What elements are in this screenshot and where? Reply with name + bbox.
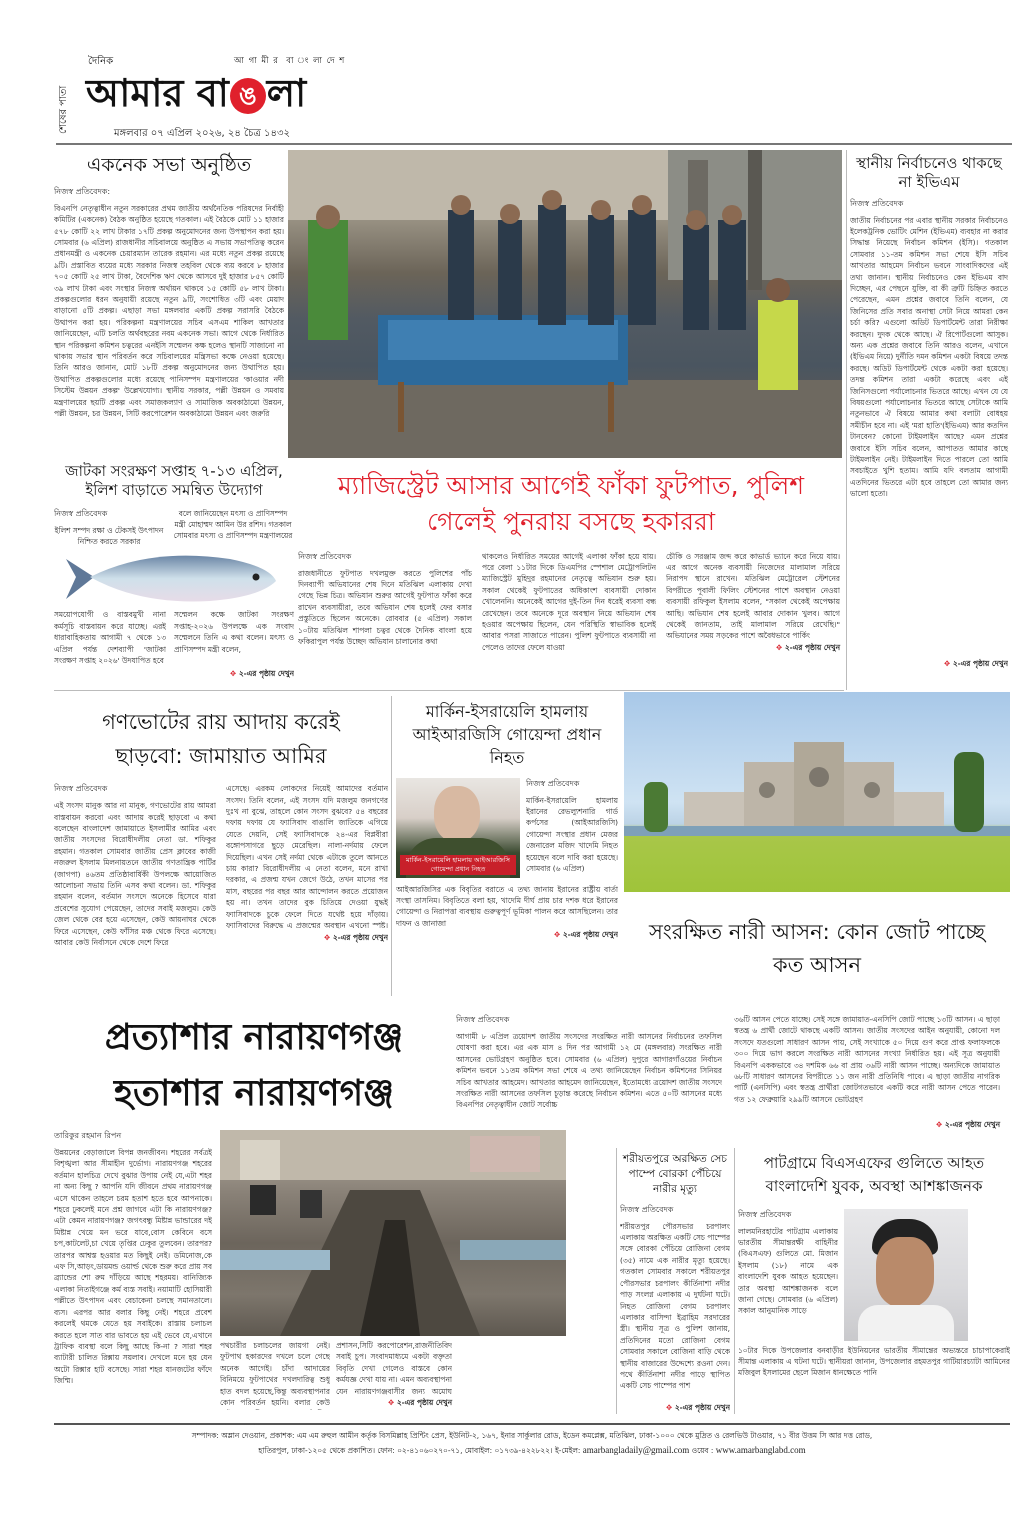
masthead-title-circle [230,78,266,114]
article-bsf [738,1148,1010,1416]
headline-narayanganj-line1[interactable]: প্রত্যাশার নারায়ণগঞ্জ [104,1017,404,1058]
body-women-seats-col2: ৩৬টি আসন পেতে যাচ্ছে। সেই সঙ্গে জামায়াত-এনসিপি জোট পাচ্ছে ১৩টি আসন। এ ছাড়া স্বতন্ত্র ৬ প্রার্থী জোটে থাকছে একটি আসন। জাতীয় সংসদের আইন অনুযায়ী, কোনো দল সংসদে যতগুলো সাধারণ আসন পায়, সেই সংখ্যাকে ৫০ দিয়ে গুণ করে প্রাপ্ত ফলাফলকে ৩০০ দিয়ে ভাগ করলে সংরক্ষিত নারী আসনের সংখ্যা নির্ধারিত হয়। এই সূত্র অনুযায়ী বিএনপি এককভাবে ৩৪ দশমিক ৬৬ বা প্রায় ৩৬টি নারী আসন পাচ্ছে। অন্যদিকে জামায়াত ৬৮টি সাধারণ আসনের বিপরীতে ১১ জন নারী প্রতিনিধি পাবে। এ ছাড়া জাতীয় নাগরিক পার্টি (এনসিপি) এবং স্বতন্ত্র প্রার্থীরা জোটগতভাবে একটি করে নারী আসন পেতে পারেন। গত ১২ ফেব্রুয়ারি ২৯৯টি আসনে ভোটগ্রহণ [734,1015,1000,1104]
body-narayanganj-col2: পথচারীর চলাচলের জায়গা নেই। ফুটপাথ হকারদের দখলে চলে গেছে অনেক আগেই। চাঁদা আদায়ের বিনিময়ে ফুটপাথের দখলদারিত্ব শুধু হাত বদল হয়েছে,কিন্তু অব্যবস্থাপনার কোন পরিবর্তন হয়নি। বলার কেউ [220,1341,330,1408]
continued-marker-icon: ✥ [230,669,239,679]
column-divider [616,1148,617,1414]
article-footpath [298,462,844,687]
portrait-shirt [858,1305,954,1341]
body-irgc-side: মার্কিন-ইসরায়েলি হামলায় ইরানের রেভল্যুশনারি গার্ড কর্পসের (আইআরজিসি) গোয়েন্দা সংস্থার প্রধান মেজর জেনারেল মজিদ খাদেমি নিহত হয়েছেন বলে দাবি করা হয়েছে। সোমবার (৬ এপ্রিল) [526,795,618,873]
footer-website[interactable]: www.amarbanglabd.com [715,1445,806,1455]
continued-marker-icon: ✥ [324,933,333,943]
article-jatka [54,462,294,687]
masthead-tagline: আ গা মী র বা ং লা দে শ [234,56,346,66]
masthead-title-part1: আমার বা [86,71,229,115]
continued-narayanganj-label: ২-এর পৃষ্ঠায় দেখুন [396,1398,452,1407]
body-jatka-right: বলে জানিয়েছেন মৎস্য ও প্রাণিসম্পদ মন্ত্রী মোহাম্মদ আমিন উর রশিদ। গতকাল সোমবার মৎস্য ও প্রাণিসম্পদ মন্ত্রণালয়ের [173,508,293,541]
byline-narayanganj: তারিকুর রহমান রিপন [54,1131,122,1140]
masthead-date: মঙ্গলবার ০৭ এপ্রিল ২০২৬, ২৪ চৈত্র ১৪৩২ [114,128,291,139]
body-women-seats-col1: আগামী ৮ এপ্রিল ত্রয়োদশ জাতীয় সংসদের সংরক্ষিত নারী আসনের নির্বাচনের তফসিল ঘোষণা করা হবে। এর এক মাস ৪ দিন পর আগামী ১২ মে (মঙ্গলবার) সংরক্ষিত নারী আসনের ভোটগ্রহণ অনুষ্ঠিত হবে। সোমবার (৬ এপ্রিল) দুপুরে আগারগাঁওয়ের নির্বাচন কমিশন ভবনে ১১তম কমিশন সভা শেষে এ তথ্য জানিয়েছেন নির্বাচন কমিশনের সিনিয়র সচিব আখতার আহমেদ। আখতার আহমেদ জানিয়েছেন, ইতোমধ্যে ত্রয়োদশ জাতীয় সংসদে সংরক্ষিত নারী আসনের তফসিল চূড়ান্ত করেছে নির্বাচন কমিশন। এতে ৫০টি আসনের মধ্যে বিএনপির নেতৃত্বাধীন জোট সর্বোচ্চ [456,1032,722,1110]
article-ecnec [54,150,284,450]
body-narayanganj-col3: প্রশাসন,সিটি করপোরেশন,রাজনীতিবিদ সবাই চুপ। সংবাদমাধ্যমে একটা বক্তৃতা বিবৃতি দেখা গেলেও বাস্তবে কোন কর্মযজ্ঞ দেখা যায় না। এমন অব্যবস্থাপনা যেন নারায়ণগঞ্জবাসীর জন্য অমোঘ [336,1341,452,1396]
masthead [52,48,372,146]
continued-marker-icon: ✥ [554,929,563,939]
byline-irgc: নিজস্ব প্রতিবেদক [526,778,580,788]
article-narayanganj-headline [54,1010,454,1128]
article-narayanganj [54,1130,624,1416]
continued-narayanganj[interactable] [336,1398,452,1410]
photo-irgc-chief [396,778,520,878]
article-evm [850,150,1008,688]
portrait-face [876,1237,934,1307]
body-irgc-bottom: আইআরজিসির এক বিবৃতির বরাতে এ তথ্য জানায় ইরানের রাষ্ট্রীয় বার্তা সংস্থা তাসনিম। বিবৃতিতে বলা হয়, খাদেমি দীর্ঘ প্রায় চার দশক ধরে ইরানের গোয়েন্দা ও নিরাপত্তা ব্যবস্থায় গুরুত্বপূর্ণ ভূমিকা পালন করে আসছিলেন। তার দাফন ও জানাজা [396,884,618,928]
body-jatka-bottom-right: সম্মেলন কক্ষে জাটকা সংরক্ষণ সপ্তাহ-২০২৬ উপলক্ষে এক সংবাদ সম্মেলনে তিনি এ কথা বলেন। মৎস্য ও প্রাণিসম্পদ মন্ত্রী বলেন, [174,610,294,654]
continued-shariatpur[interactable] [620,1403,730,1415]
section-divider [54,690,844,691]
body-footpath-col3: চৌকি ও সরঞ্জাম জব্দ করে কাভার্ড ভ্যানে করে নিয়ে যায়। এর আগে অনেক ব্যবসায়ী নিজেদের মালামাল সরিয়ে নিরাপদ স্থানে রাখেন। মতিঝিল মেট্রোরেল স্টেশনের বিপরীতে পূবালী ফিলিং স্টেশনের পাশে অবস্থান নেওয়া ব্যবসায়ী রফিকুল ইসলাম বলেন, "সকাল থেকেই অপেক্ষায় আছি। অভিযান শেষ হলেই আবার দোকান খুলব। আগে থেকেই জানতাম, তাই মালামাল সরিয়ে রেখেছি।" অভিযানের সময় সড়কের পাশে অবৈধভাবে পার্কিং [666,551,840,641]
byline-jatka: নিজস্ব প্রতিবেদক [54,508,108,518]
column-divider [391,696,392,996]
hilsa-fish-illustration [60,547,280,609]
footer-line2 [54,1443,1010,1458]
footer-divider [54,1423,1010,1425]
women-seats-body [456,1014,1008,1144]
headline-footpath[interactable]: ম্যাজিস্ট্রেট আসার আগেই ফাঁকা ফুটপাত, পুলিশ গেলেই পুনরায় বসছে হকাররা [337,471,805,537]
continued-evm[interactable] [850,659,1008,671]
continued-marker-icon: ✥ [936,1120,945,1129]
column-divider [734,1148,735,1414]
body-footpath-col1: রাজধানীতে ফুটপাত দখলমুক্ত করতে পুলিশের পাঁচ দিনব্যাপী অভিযানের শেষ দিনে মতিঝিল এলাকায় দেখা গেছে ভিন্ন চিত্র। অভিযান শুরুর আগেই ফুটপাত ফাঁকা করে রাখেন ব্যবসায়ীরা, তবে অভিযান শেষ হলেই ফের বসার প্রস্তুতিতে ছিলেন অনেকে। রোববার (৫ এপ্রিল) সকাল ১০টায় মতিঝিল শাপলা চত্বর থেকে দৈনিক বাংলা হয়ে ফকিরাপুল পর্যন্ত উচ্ছেদ অভিযান চালানোর কথা [298,568,472,646]
body-jatka-left: ইলিশ সম্পদ রক্ষা ও টেকসই উৎপাদন নিশ্চিত করতে সরকার [54,525,164,546]
headline-jamaat[interactable]: গণভোটের রায় আদায় করেই ছাড়বো: জামায়াত আমির [102,710,340,768]
continued-women-seats[interactable] [734,1120,1000,1132]
article-irgc [396,696,618,1000]
body-bsf-bottom: ১০টার দিকে উপজেলার বনবাড়ীর ইউনিয়নের ভারতীয় সীমান্তের অভ্যন্তরে চাচাপাকেরাই সীমান্ত এলাকায় এ ঘটনা ঘটে। স্থানীয়রা জানান, উপজেলার রহমতপুর গাটিয়ারচ্যাটা আমিনের মজিবুল ইসলামের ছেলে মিজান ধানক্ষেতে পানি [738,1345,1010,1378]
parliament-building [624,692,1010,892]
continued-marker-icon: ✥ [776,642,785,652]
body-evm: জাতীয় নির্বাচনের পর এবার স্থানীয় সরকার নির্বাচনেও ইলেকট্রনিক ভোটিং মেশিন (ইভিএম) ব্যবহার না করার সিদ্ধান্ত নিয়েছে নির্বাচন কমিশন (ইসি)। গতকাল সোমবার ১১-তম কমিশন সভা শেষে ইসি সচিব আখতার আহমেদ নির্বাচন ভবনে সাংবাদিকদের এই তথ্য জানান। স্থানীয় নির্বাচনেও কেন ইভিএম বাদ দিচ্ছেন, এর পেছনে যুক্তি, বা কী ত্রুটি চিহ্নিত করতে পেরেছেন, এমন প্রশ্নের জবাবে তিনি বলেন, যে জিনিসের প্রতি সবার অনাস্থা সেটা নিয়ে আমরা কেন চর্চা করি? এগুলো অডিট ডিপার্টমেন্ট তারা নিরীক্ষা করছেন। দুদক থেকে আছে। ঐ রিপোর্টগুলো আসুক। অন্য এক প্রশ্নের জবাবে তিনি আরও বলেন, এখানে (ইভিএম নিয়ে) দুর্নীতি দমন কমিশন একটা বিষয়ে তদন্ত করছে। অডিট ডিপার্টমেন্ট থেকে একটা করা হয়েছে। তদন্ত কমিশন তারা একটা করেছে এবং এই জিনিসগুলো পর্যালোচনার ভিতরে আছে। এখন যে যে বিষয়গুলো পর্যালোচনার ভিতরে আছে সেটাকে আমি নতুনভাবে ঐ বিষয়ে আমার কথা বলাটা বোধহয় সমীচীন হবে না। এই 'মরা হাতি'(ইভিএম) আর কতদিন টানবেন? কোনো টাইমলাইন আছে? এমন প্রশ্নের জবাবে ইসি সচিব বলেন, আপাতত আমার কাছে টাইমলাইন নেই। টাইমলাইন দিতে পারলে তো আমি সবচাইতে খুশি হতাম। আমি যদি বলতাম আগামী এতদিনের ভিতরে এটা হবে তাহলে তো আমার জন্য ভালো হতো। [850,215,1008,499]
photo-parliament [624,692,1010,892]
headline-evm[interactable]: স্থানীয় নির্বাচনেও থাকছে না ইভিএম [856,154,1002,191]
byline-ecnec: নিজস্ব প্রতিবেদক: [54,186,111,196]
photo-bsf-victim [844,1209,968,1341]
article-jamaat [54,700,388,1000]
footer-web-label: ওয়েব : [691,1446,714,1455]
body-ecnec: বিএনপি নেতৃত্বাধীন নতুন সরকারের প্রথম জাতীয় অর্থনৈতিক পরিষদের নির্বাহী কমিটির (একনেক) বৈঠক অনুষ্ঠিত হয়েছে গতকাল। এই বৈঠকে মোট ১১ হাজার ৫৭৮ কোটি ২২ লাখ টাকার ১৭টি প্রকল্প অনুমোদনের জন্য উপস্থাপন করা হয়। সোমবার (৬ এপ্রিল) রাজধানীর সচিবালয়ে অনুষ্ঠিত এ সভায় সভাপতিত্ব করেন প্রধানমন্ত্রী ও একনেক চেয়ারম্যান তারেক রহমান। এর মধ্যে নতুন প্রকল্প রয়েছে ৯টি। প্রস্তাবিত ব্যয়ের মধ্যে সরকার নিজস্ব তহবিল থেকে ব্যয় করবে ৮ হাজার ৭০৫ কোটি ২৫ লাখ টাকা, বৈদেশিক ঋণ থেকে আসবে দুই হাজার ৮৫৭ কোটি ৩৯ লাখ টাকা এবং সংস্থার নিজস্ব অর্থায়ন থাকবে ১৫ কোটি ৫৮ লাখ টাকা। প্রকল্পগুলোর ধরন অনুযায়ী রয়েছে নতুন ৯টি, সংশোধিত ৩টি এবং মেয়াদ বাড়ানো ৫টি প্রকল্প। এছাড়া সভা মঙ্গলবার একটি প্রকল্প সরাসরি বৈঠকে উত্থাপন করা হয়। পরিকল্পনা মন্ত্রণালয়ের সচিব এসএম শাকিল আখতার জানিয়েছেন, এটি চলতি অর্থবছরের নবম একনেক সভা। আগে থেকে নির্ধারিত স্থান পরিকল্পনা কমিশন চত্বরের এনইসি সম্মেলন কক্ষ হলেও স্থানটি সাজানো না থাকায় সভার স্থান পরিবর্তন করে সচিবালয়ের মন্ত্রিসভা কক্ষে নেওয়া হয়েছে। তিনি আরও জানান, মোট ১৮টি প্রকল্প অনুমোদনের জন্য উত্থাপিত হয়। উত্থাপিত প্রকল্পগুলোর মধ্যে রয়েছে পানিসম্পদ মন্ত্রণালয়ের 'কাওয়ার নদী সিস্টেম উন্নয়ন প্রকল্প' উল্লেখযোগ্য। স্থানীয় সরকার, পল্লী উন্নয়ন ও সমবায় মন্ত্রণালয়ের ছয়টি প্রকল্প এবং সমাজকল্যাণ ও সামাজিক অবকাঠামো উন্নয়ন, পল্লী উন্নয়ন, চর উন্নয়ন, সিটি করপোরেশন অবকাঠামো উন্নয়ন এবং জরুরি [54,203,284,419]
continued-jatka-label: ২-এর পৃষ্ঠায় দেখুন [238,669,294,679]
photo-scene [288,150,842,458]
continued-footpath[interactable] [666,643,840,655]
continued-irgc-label: ২-এর পৃষ্ঠায় দেখুন [562,929,618,939]
byline-evm: নিজস্ব প্রতিবেদক [850,198,904,208]
headline-women-seats[interactable]: সংরক্ষিত নারী আসন: কোন জোট পাচ্ছে কত আসন [648,920,986,977]
body-jatka-bottom-left: সময়োপযোগী ও বাস্তবমুখী নানা কর্মসূচি বাস্তবায়ন করে যাচ্ছে। এরই ধারাবাহিকতায় আগামী ৭ থেকে ১৩ এপ্রিল পর্যন্ত দেশব্যাপী 'জাটকা সংরক্ষণ সপ্তাহ ২০২৬' উদযাপিত হবে [54,610,166,665]
headline-bsf[interactable]: পাটগ্রামে বিএসএফের গুলিতে আহত বাংলাদেশি যুবক, অবস্থা আশঙ্কাজনক [763,1154,985,1196]
headline-narayanganj-line2[interactable]: হতাশার নারায়ণগঞ্জ [114,1073,394,1114]
body-jamaat-col2: এসেছে। এরকম লোকদের নিয়েই আমাদের বর্তমান সংসদ। তিনি বলেন, এই সংসদ যদি মজলুম জনগণের দুঃখ না বুঝে, তাহলে কোন সংসদ বুঝবে? ৫৪ বছরের দফায় দফায় যে ফ্যাসিবাদ বাঙালি জাতিকে এগিয়ে যেতে দেয়নি, সেই ফ্যাসিবাদকে ২৪-এর বিপ্লবীরা বঙ্গোপসাগরে ছুড়ে মেরেছিল। নালা-নর্দমায় ফেলে দিয়েছিল। এখন সেই নর্দমা থেকে এটাকে তুলে আনতে চায় কারা? বিরোধীদলীয় এ নেতা বলেন, মনে রাখা দরকার, এ প্রজন্ম যখন জেগে উঠে, তখন মাসের পর মাস, বছরের পর বছর আর আন্দোলন করতে প্রয়োজন হয় না। তখন তাদের বুক চিতিয়ে দেওয়া যুদ্ধই ফ্যাসিবাদকে চুকে ফেলে দিতে যথেষ্ট হয়ে দাঁড়ায়। ফ্যাসিবাদের বিরুদ্ধে এ প্রজন্মের অবস্থান এখনো স্পষ্ট। [226,784,388,931]
footer-email[interactable]: amarbangladaily@gmail.com [582,1445,690,1455]
byline-bsf: নিজস্ব প্রতিবেদক [738,1209,792,1219]
byline-footpath: নিজস্ব প্রতিবেদক [298,551,352,561]
continued-jatka[interactable] [54,669,294,681]
continued-evm-label: ২-এর পৃষ্ঠায় দেখুন [952,658,1008,668]
body-shariatpur: শরীয়তপুর পৌরসভার চরপালং এলাকায় অরক্ষিত একটি সেচ পাম্পের সঙ্গে বোরকা পেঁচিয়ে রোজিনা বেগম (৩৫) নামে এক নারীর মৃত্যু হয়েছে। গতকাল সোমবার সকালে শরীয়তপুর পৌরসভার চরপালং কীর্তিনাশা নদীর পাড় সংলগ্ন এলাকায় এ দুর্ঘটনা ঘটে। নিহত রোজিনা বেগম চরপালং এলাকার বাসিন্দা ইব্রাহিম সরদারের স্ত্রী। স্থানীয় সূত্র ও পুলিশ জানায়, প্রতিদিনের মতো রোজিনা বেগম সোমবার সকালে বোজিনা বাড়ি থেকে স্থানীয় বাজারের উদ্দেশ্যে রওনা দেন। পথে কীর্তিনাশা নদীর পাড়ে স্থাপিত একটি সেচ পাম্পের পাশ [620,1221,730,1391]
masthead-side-label: শেষের পাতা [58,85,69,134]
headline-jatka[interactable]: জাটকা সংরক্ষণ সপ্তাহ ৭-১৩ এপ্রিল, ইলিশ বাড়াতে সমন্বিত উদ্যোগ [65,462,283,499]
headline-ecnec[interactable]: একনেক সভা অনুষ্ঠিত [86,154,252,176]
footer-line1: সম্পাদক: অম্লান দেওয়ান, প্রকাশক: এম এম রুহুল আমীন কর্তৃক বিসমিল্লাহ প্রিন্টিং প্রেস, ইউনিট-২, ১৬৭, ইনার সার্কুলার রোড, ইডেন কমপ্লেক্স, মতিঝিল, ঢাকা-১০০০ থেকে মুদ্রিত ও রেলভিউ টাওয়ার, ৭১ বীর উত্তম সি আর দত্ত রোড, [191,1431,873,1440]
body-bsf: লালমনিরহাটের পাটগ্রাম এলাকায় ভারতীয় সীমান্তরক্ষী বাহিনীর (বিএসএফ) গুলিতে মো. মিজান ইসলাম (১৮) নামে এক বাংলাদেশি যুবক আহত হয়েছেন। তার অবস্থা আশঙ্কাজনক বলে জানা গেছে। সোমবার (৬ এপ্রিল) সকাল আনুমানিক সাড়ে [738,1226,838,1316]
portrait-face [434,786,480,842]
masthead-title-part2: লা [266,71,307,115]
continued-marker-icon: ✥ [388,1398,397,1407]
photo-narayanganj-road [220,1130,566,1336]
byline-women-seats: নিজস্ব প্রতিবেদক [456,1015,510,1024]
headline-shariatpur[interactable]: শরীয়তপুরে অরক্ষিত সেচ পাম্পে বোরকা পেঁচিয়ে নারীর মৃত্যু [623,1153,727,1196]
headline-irgc[interactable]: মার্কিন-ইসরায়েলি হামলায় আইআরজিসি গোয়েন্দা প্রধান নিহত [412,702,602,768]
photo-caption-irgc: মার্কিন-ইসরায়েলি হামলায় আইআরজিসি গোয়েন্দা প্রধান নিহত [400,855,516,875]
continued-jamaat-label: ২-এর পৃষ্ঠায় দেখুন [332,933,388,943]
body-footpath-col2: থাকলেও নির্ধারিত সময়ের আগেই এলাকা ফাঁকা হয়ে যায়। পরে বেলা ১১টার দিকে ডিএমপির স্পেশাল মেট্রোপলিটন ম্যাজিস্ট্রেট মুহিদুর রহমানের নেতৃত্বে অভিযান শুরু হয়। সকাল থেকেই ফুটপাতের অধিকাংশ ব্যবসায়ী দোকান খোলেননি। অনেকেই আগের দুই-তিন দিন ধরেই ব্যবসা বন্ধ রেখেছেন। তবে অনেকে দূরে অবস্থান নিয়ে অভিযান শেষ হওয়ার অপেক্ষায় ছিলেন, যেন পরিস্থিতি স্বাভাবিক হলেই আবার পসরা সাজাতে পারেন। পুলিশ ফুটপাতে ব্যবসায়ী না পেলেও তাদের ফেলে যাওয়া [482,551,656,652]
continued-irgc[interactable] [396,930,618,942]
masthead-logo[interactable] [86,64,306,122]
continued-women-seats-label: ২-এর পৃষ্ঠায় দেখুন [944,1120,1000,1129]
article-shariatpur [620,1148,730,1416]
byline-jamaat: নিজস্ব প্রতিবেদক [54,784,108,794]
continued-marker-icon: ✥ [944,658,953,668]
photo-footpath-eviction [288,150,842,458]
footer-contact: হাতিরপুল, ঢাকা-১২০৫ থেকে প্রকাশিত। ফোন: ০২-৪১০৬০২৭০-৭১, মোবাইল: ০১৭৩৯-৪২২৮২২। ই-মেইল: [258,1446,581,1455]
body-narayanganj-col1: উন্নয়নের বেড়াজালে বিপন্ন জনজীবন। শহরের সর্বত্রই বিশৃঙ্খলা আর সীমাহীন দুর্ভোগ। নারায়ণগঞ্জ শহরের বর্তমান হালচিত্র দেখে বুঝার উপায় নেই যে,এটা শহর না অন্য কিছু ? আপনি যদি জীবনে প্রথম নারায়ণগঞ্জ এসে থাকেন তাহলে চরম হতাশ হতে হবে আপনাকে। শহরে ঢুকলেই মনে প্রশ্ন জাগবে এটা কি নারায়ণগঞ্জ? এটা কেমন নারায়ণগঞ্জ? জগৎবন্ধু মিষ্টান্ন ভান্ডারের দই মিষ্টান্ন খেয়ে মন ভরে যাবে,বোস কেবিনে বসে চপ,কাটলেট,চা খেয়ে তৃপ্তির ঢেকুর তুলবেন। তারপর? তারপর আশ্বস্ত হওয়ার মত কিছুই নেই। ডমিনোজ,কে এফ সি,আড়ং,ডায়মন্ড ওয়ার্ল্ড থেকে শুরু করে প্রায় সব ব্র্যান্ডের শো রুম দাঁড়িয়ে আছে শহরময়। বানিজ্যিক এলাকা নিতাইগঞ্জে কর্ম ব্যস্ত সবাই। নয়ামাটি হোসিয়ারী পল্লীতে উৎপাদন এবং বেচাকেনা চলছে সমানতালে। ব্যস। এরপর আর বলার কিছু নেই। শহরে প্রবেশ করলেই থমকে যেতে হয় সবাইকে। রাস্তায় চলাচল করতে হলে সাত বার ভাবতে হয় এই ভেবে যে,এখানে ট্রাফিক ব্যবস্থা বলে কিছু আছে কি-না ? সারা শহর ব্যাটারী চালিত রিক্সায় সয়লাব। দেখলে মনে হয় যেন অটো রিক্সার হাট বসেছে। সারা শহর যানজটের ফাঁদে জিম্মি। [54,1148,212,1386]
continued-jamaat[interactable] [226,933,388,945]
masthead-divider [56,143,1012,145]
footer-imprint [54,1428,1010,1462]
masthead-circle-letter: ঙ [238,82,257,110]
continued-shariatpur-label: ২-এর পৃষ্ঠায় দেখুন [674,1402,730,1412]
column-divider [846,150,847,690]
masthead-prefix: দৈনিক [88,56,114,67]
continued-footpath-label: ২-এর পৃষ্ঠায় দেখুন [784,642,840,652]
road-construction-scene [220,1130,566,1336]
byline-shariatpur: নিজস্ব প্রতিবেদক [620,1204,674,1214]
body-jamaat-col1: এই সংসদ মানুক আর না মানুক, গণভোটের রায় আমরা বাস্তবায়ন করবো এবং আদায় করেই ছাড়বো এ কথা বলেছেন বাংলাদেশ জামায়াতে ইসলামীর আমির এবং জাতীয় সংসদের বিরোধীদলীয় নেতা ডা. শফিকুর রহমান। গতকাল সোমবার জাতীয় প্রেস ক্লাবের কাজী নজরুল ইসলাম মিলনায়তনে জাতীয় গণতান্ত্রিক পার্টির (জাগপা) ৪৬তম প্রতিষ্ঠাবার্ষিকী উপলক্ষে আয়োজিত আলোচনা সভায় তিনি এসব কথা বলেন। ডা. শফিকুর রহমান বলেন, বর্তমান সংসদে অনেকে হিসেবে যারা প্রবেশের সুযোগ পেয়েছেন, তাদের সবাই মজলুম। কেউ জেল থেকে বের হয়ে এসেছেন, কেউ আয়নাঘর থেকে ফিরে এসেছেন, কেউ ফাঁসির মঞ্চ থেকে ফিরে এসেছে। আবার কেউ নির্বাসনে থেকে দেশে ফিরে [54,801,216,948]
continued-marker-icon: ✥ [666,1402,675,1412]
